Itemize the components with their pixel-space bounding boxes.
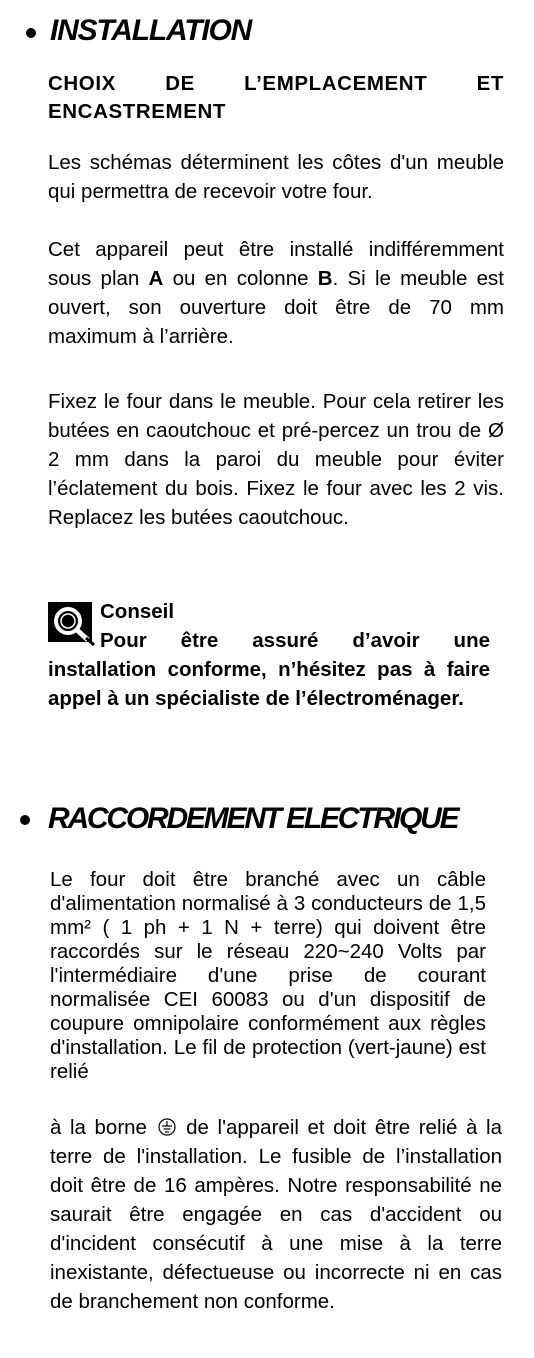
installation-paragraph-3: Fixez le four dans le meuble. Pour cela retirer les butées en caoutchouc et pré-percez un trou de Ø 2 mm dans la paroi du meuble pour éviter l’éclatement du bois. Fixez le four avec les 2 vis. Replacez les butées caoutchouc. bbox=[48, 390, 504, 529]
installation-paragraph-1: Les schémas déterminent les côtes d'un meuble qui permettra de recevoir votre four. bbox=[48, 151, 504, 203]
p2-text-a: Cet appareil peut être installé indifféremment sous plan bbox=[48, 238, 504, 290]
p2-label-b: B bbox=[317, 267, 333, 290]
installation-paragraph-2 bbox=[48, 235, 504, 351]
electrical-dense-paragraph: Le four doit être branché avec un câble d'alimentation normalisé à 3 conducteurs de 1,5 mm² ( 1 ph + 1 N + terre) qui doivent être raccordés sur le réseau 220~240 Volts par l'intermédiaire d'une prise de courant normalisée CEI 60083 ou d'un dispositif de coupure omnipolaire conformément aux règles d'installation. Le fil de protection (vert-jaune) est relié bbox=[50, 868, 486, 1083]
earth-ground-icon bbox=[158, 1118, 176, 1136]
p2-text-c: ou en colonne bbox=[163, 267, 318, 290]
p2-label-a: A bbox=[148, 267, 164, 290]
bullet-electrical bbox=[20, 815, 30, 825]
bullet-installation bbox=[26, 28, 36, 38]
p2-text-e: . Si le meuble est ouvert, son ouverture doit être de 70 mm maximum à l’arrière. bbox=[48, 267, 504, 348]
tip-title: Conseil bbox=[100, 600, 175, 623]
installation-subheading: CHOIX DE L’EMPLACEMENT ET ENCASTREMENT bbox=[48, 72, 504, 123]
electrical-paragraph bbox=[50, 1113, 502, 1316]
electrical-text-a: à la borne bbox=[50, 1116, 147, 1139]
tip-text: Pour être assuré d’avoir une installation conforme, n’hésitez pas à faire appel à un spécialiste de l’électroménager. bbox=[48, 629, 490, 710]
installation-heading: INSTALLATION bbox=[50, 14, 252, 47]
electrical-text-b: de l'appareil et doit être relié à la terre de l'installation. Le fusible de l’installation doit être de 16 ampères. Notre responsabilité ne saurait être engagée en cas d'accident ou d'incident consécutif à une mise à la terre inexistante, défectueuse ou incorrecte ni en cas de branchement non conforme. bbox=[50, 1116, 502, 1313]
electrical-heading: RACCORDEMENT ELECTRIQUE bbox=[48, 802, 458, 835]
